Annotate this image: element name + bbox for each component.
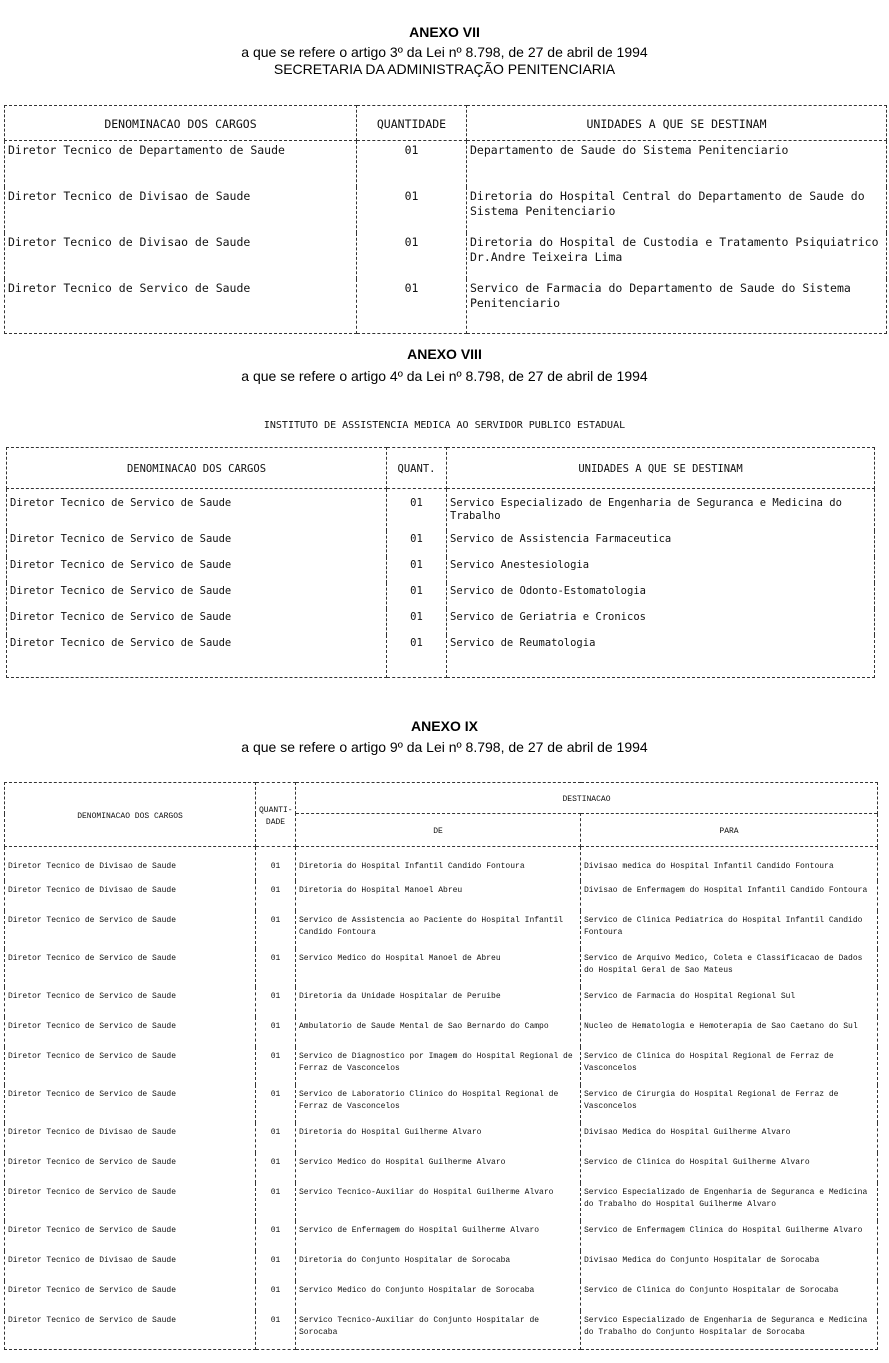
col-header-unidades: UNIDADES A QUE SE DESTINAM — [467, 106, 887, 141]
qtd-cell: 01 — [256, 949, 296, 987]
table-row — [7, 583, 875, 609]
cargo-cell: Diretor Tecnico de Servico de Saude — [7, 635, 387, 678]
annex-7-title: ANEXO VII — [409, 24, 480, 40]
unidade-cell: Servico de Reumatologia — [447, 635, 875, 678]
table-header-row — [5, 783, 878, 814]
qtd-cell: 01 — [387, 609, 447, 635]
table-row — [5, 1123, 878, 1153]
table-row — [7, 609, 875, 635]
cargo-cell: Diretor Tecnico de Servico de Saude — [5, 949, 256, 987]
unidade-cell: Departamento de Saude do Sistema Penitenciario — [467, 141, 887, 188]
para-cell: Servico de Clinica Pediatrica do Hospital Infantil Candido Fontoura — [581, 911, 878, 949]
qtd-cell: 01 — [256, 847, 296, 882]
annex-8-table — [6, 447, 875, 678]
de-cell: Servico de Assistencia ao Paciente do Hospital Infantil Candido Fontoura — [296, 911, 581, 949]
table-row — [7, 557, 875, 583]
para-cell: Servico de Cirurgia do Hospital Regional de Ferraz de Vasconcelos — [581, 1085, 878, 1123]
para-cell: Servico de Farmacia do Hospital Regional Sul — [581, 987, 878, 1017]
table-row — [5, 949, 878, 987]
cargo-cell: Diretor Tecnico de Servico de Saude — [7, 609, 387, 635]
cargo-cell: Diretor Tecnico de Servico de Saude — [7, 489, 387, 532]
unidade-cell: Servico de Farmacia do Departamento de Saude do Sistema Penitenciario — [467, 279, 887, 334]
qtd-cell: 01 — [387, 531, 447, 557]
para-cell: Divisao Medica do Conjunto Hospitalar de Sorocaba — [581, 1251, 878, 1281]
unidade-cell: Diretoria do Hospital de Custodia e Tratamento Psiquiatrico Dr.Andre Teixeira Lima — [467, 233, 887, 279]
cargo-cell: Diretor Tecnico de Servico de Saude — [5, 987, 256, 1017]
qtd-cell: 01 — [256, 987, 296, 1017]
cargo-cell: Diretor Tecnico de Divisao de Saude — [5, 881, 256, 911]
annex-9-subtitle: a que se refere o artigo 9º da Lei nº 8.798, de 27 de abril de 1994 — [241, 739, 648, 755]
de-cell: Diretoria do Hospital Guilherme Alvaro — [296, 1123, 581, 1153]
table-row — [5, 1221, 878, 1251]
qtd-cell: 01 — [256, 1311, 296, 1350]
col-header-de: DE — [296, 814, 581, 847]
para-cell: Divisao Medica do Hospital Guilherme Alvaro — [581, 1123, 878, 1153]
para-cell: Servico de Clinica do Hospital Regional de Ferraz de Vasconcelos — [581, 1047, 878, 1085]
annex-7-table — [4, 105, 887, 334]
para-cell: Servico de Clinica do Conjunto Hospitalar de Sorocaba — [581, 1281, 878, 1311]
cargo-cell: Diretor Tecnico de Divisao de Saude — [5, 233, 357, 279]
cargo-cell: Diretor Tecnico de Servico de Saude — [5, 1047, 256, 1085]
cargo-cell: Diretor Tecnico de Servico de Saude — [5, 1017, 256, 1047]
para-cell: Nucleo de Hematologia e Hemoterapia de Sao Caetano do Sul — [581, 1017, 878, 1047]
de-cell: Servico Tecnico-Auxiliar do Hospital Guilherme Alvaro — [296, 1183, 581, 1221]
de-cell: Diretoria do Hospital Infantil Candido Fontoura — [296, 847, 581, 882]
qtd-cell: 01 — [256, 1123, 296, 1153]
unidade-cell: Servico de Odonto-Estomatologia — [447, 583, 875, 609]
cargo-cell: Diretor Tecnico de Divisao de Saude — [5, 187, 357, 233]
qtd-cell: 01 — [357, 187, 467, 233]
table-row — [5, 1311, 878, 1350]
qtd-cell: 01 — [357, 279, 467, 334]
table-row — [5, 279, 887, 334]
cargo-cell: Diretor Tecnico de Departamento de Saude — [5, 141, 357, 188]
qtd-cell: 01 — [387, 635, 447, 678]
para-cell: Divisao medica do Hospital Infantil Candido Fontoura — [581, 847, 878, 882]
unidade-cell: Servico Anestesiologia — [447, 557, 875, 583]
qtd-cell: 01 — [387, 489, 447, 532]
col-header-quant: QUANT. — [387, 448, 447, 489]
cargo-cell: Diretor Tecnico de Servico de Saude — [5, 1311, 256, 1350]
table-row — [5, 987, 878, 1017]
annex-7-subtitle: a que se refere o artigo 3º da Lei nº 8.798, de 27 de abril de 1994 — [241, 44, 648, 60]
de-cell: Servico de Diagnostico por Imagem do Hospital Regional de Ferraz de Vasconcelos — [296, 1047, 581, 1085]
table-row — [5, 1085, 878, 1123]
de-cell: Servico Medico do Conjunto Hospitalar de Sorocaba — [296, 1281, 581, 1311]
annex-8-title: ANEXO VIII — [407, 346, 482, 362]
qtd-cell: 01 — [387, 583, 447, 609]
table-row — [7, 635, 875, 678]
cargo-cell: Diretor Tecnico de Servico de Saude — [5, 279, 357, 334]
unidade-cell: Diretoria do Hospital Central do Departamento de Saude do Sistema Penitenciario — [467, 187, 887, 233]
col-header-quantidade: QUANTI-DADE — [256, 783, 296, 847]
table-row — [5, 233, 887, 279]
table-row — [5, 1017, 878, 1047]
annex-8-subtitle: a que se refere o artigo 4º da Lei nº 8.798, de 27 de abril de 1994 — [241, 368, 648, 384]
unidade-cell: Servico de Assistencia Farmaceutica — [447, 531, 875, 557]
qtd-cell: 01 — [256, 911, 296, 949]
qtd-cell: 01 — [357, 141, 467, 188]
cargo-cell: Diretor Tecnico de Servico de Saude — [7, 557, 387, 583]
table-row — [5, 847, 878, 882]
table-row — [5, 1251, 878, 1281]
de-cell: Servico de Laboratorio Clinico do Hospital Regional de Ferraz de Vasconcelos — [296, 1085, 581, 1123]
de-cell: Servico de Enfermagem do Hospital Guilherme Alvaro — [296, 1221, 581, 1251]
col-header-para: PARA — [581, 814, 878, 847]
cargo-cell: Diretor Tecnico de Divisao de Saude — [5, 1251, 256, 1281]
de-cell: Servico Medico do Hospital Manoel de Abreu — [296, 949, 581, 987]
table-row — [7, 531, 875, 557]
cargo-cell: Diretor Tecnico de Servico de Saude — [5, 1085, 256, 1123]
cargo-cell: Diretor Tecnico de Servico de Saude — [7, 583, 387, 609]
table-row — [5, 1183, 878, 1221]
qtd-cell: 01 — [357, 233, 467, 279]
qtd-cell: 01 — [256, 1085, 296, 1123]
table-row — [5, 1281, 878, 1311]
annex-8-org: INSTITUTO DE ASSISTENCIA MEDICA AO SERVIDOR PUBLICO ESTADUAL — [263, 420, 626, 431]
unidade-cell: Servico de Geriatria e Cronicos — [447, 609, 875, 635]
col-header-cargos: DENOMINACAO DOS CARGOS — [5, 106, 357, 141]
unidade-cell: Servico Especializado de Engenharia de Seguranca e Medicina do Trabalho — [447, 489, 875, 532]
col-header-unidades: UNIDADES A QUE SE DESTINAM — [447, 448, 875, 489]
col-header-cargos: DENOMINACAO DOS CARGOS — [5, 783, 256, 847]
table-row — [5, 881, 878, 911]
de-cell: Diretoria da Unidade Hospitalar de Peruibe — [296, 987, 581, 1017]
qtd-cell: 01 — [256, 1153, 296, 1183]
annex-7-org: SECRETARIA DA ADMINISTRAÇÃO PENITENCIARIA — [273, 61, 616, 77]
cargo-cell: Diretor Tecnico de Divisao de Saude — [5, 1123, 256, 1153]
qtd-cell: 01 — [256, 1281, 296, 1311]
qtd-cell: 01 — [256, 881, 296, 911]
de-cell: Servico Medico do Hospital Guilherme Alvaro — [296, 1153, 581, 1183]
qtd-cell: 01 — [256, 1251, 296, 1281]
table-header-row — [5, 106, 887, 141]
cargo-cell: Diretor Tecnico de Servico de Saude — [5, 1183, 256, 1221]
qtd-cell: 01 — [256, 1017, 296, 1047]
cargo-cell: Diretor Tecnico de Divisao de Saude — [5, 847, 256, 882]
para-cell: Servico de Enfermagem Clinica do Hospital Guilherme Alvaro — [581, 1221, 878, 1251]
table-row — [5, 141, 887, 188]
qtd-cell: 01 — [256, 1047, 296, 1085]
qtd-cell: 01 — [256, 1221, 296, 1251]
col-header-destinacao: DESTINACAO — [296, 783, 878, 814]
cargo-cell: Diretor Tecnico de Servico de Saude — [5, 1281, 256, 1311]
qtd-cell: 01 — [256, 1183, 296, 1221]
table-row — [5, 1047, 878, 1085]
table-row — [7, 489, 875, 532]
col-header-quantidade: QUANTIDADE — [357, 106, 467, 141]
de-cell: Servico Tecnico-Auxiliar do Conjunto Hospitalar de Sorocaba — [296, 1311, 581, 1350]
cargo-cell: Diretor Tecnico de Servico de Saude — [7, 531, 387, 557]
qtd-cell: 01 — [387, 557, 447, 583]
table-row — [5, 911, 878, 949]
cargo-cell: Diretor Tecnico de Servico de Saude — [5, 1221, 256, 1251]
para-cell: Divisao de Enfermagem do Hospital Infantil Candido Fontoura — [581, 881, 878, 911]
table-row — [5, 1153, 878, 1183]
para-cell: Servico Especializado de Engenharia de Seguranca e Medicina do Trabalho do Conjunto Hospitalar de Sorocaba — [581, 1311, 878, 1350]
table-header-row — [7, 448, 875, 489]
col-header-cargos: DENOMINACAO DOS CARGOS — [7, 448, 387, 489]
de-cell: Diretoria do Hospital Manoel Abreu — [296, 881, 581, 911]
cargo-cell: Diretor Tecnico de Servico de Saude — [5, 1153, 256, 1183]
para-cell: Servico de Clinica do Hospital Guilherme Alvaro — [581, 1153, 878, 1183]
de-cell: Diretoria do Conjunto Hospitalar de Sorocaba — [296, 1251, 581, 1281]
para-cell: Servico de Arquivo Medico, Coleta e Classificacao de Dados do Hospital Geral de Sao Mateus — [581, 949, 878, 987]
annex-9-table — [4, 782, 878, 1350]
cargo-cell: Diretor Tecnico de Servico de Saude — [5, 911, 256, 949]
para-cell: Servico Especializado de Engenharia de Seguranca e Medicina do Trabalho do Hospital Guilherme Alvaro — [581, 1183, 878, 1221]
annex-9-title: ANEXO IX — [411, 718, 478, 734]
table-row — [5, 187, 887, 233]
de-cell: Ambulatorio de Saude Mental de Sao Bernardo do Campo — [296, 1017, 581, 1047]
